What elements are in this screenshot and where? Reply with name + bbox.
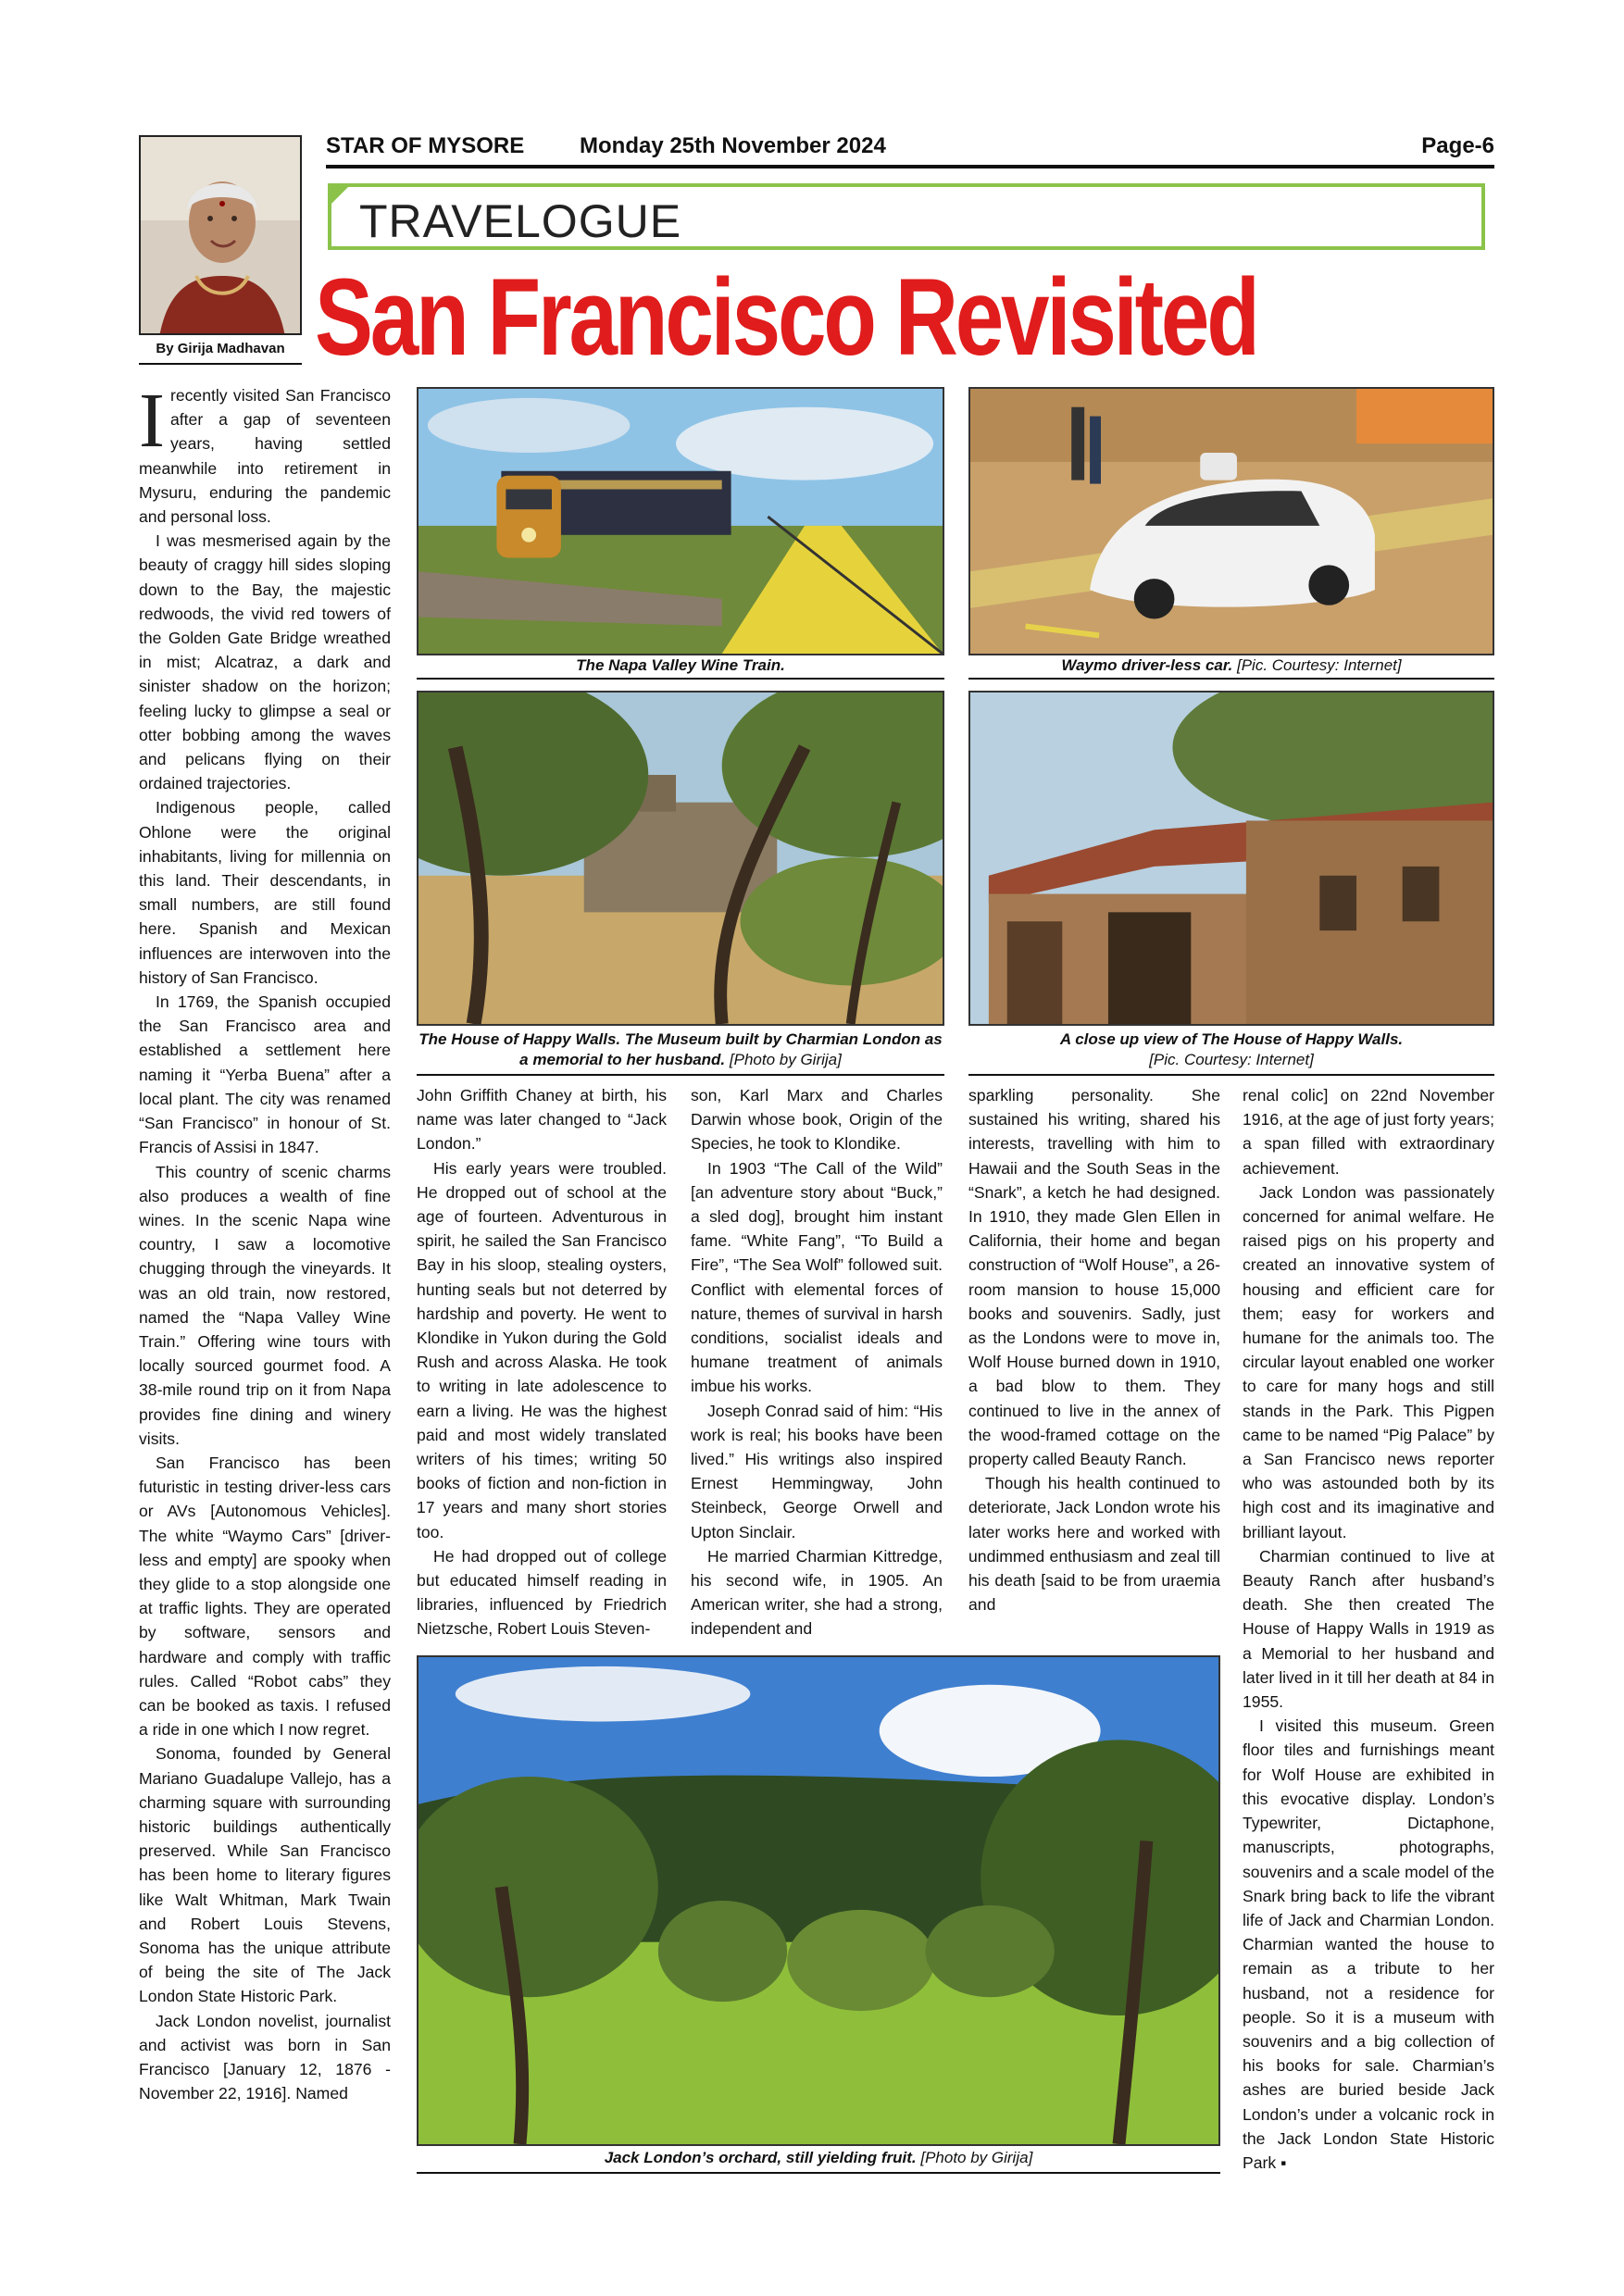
article-paragraph: Indigenous people, called Ohlone were the original inhabitants, living for millennia on this land. Their descendants, in small numbers, are still found here. Spanish and Mexican influences are interwoven into the history of San Francisco. <box>139 798 391 987</box>
caption-house-closeup-credit: [Pic. Courtesy: Internet] <box>1149 1051 1314 1068</box>
waymo-car-image <box>970 389 1493 654</box>
article-paragraph: Irecently visited San Francisco after a gap of seventeen years, having settled meanwhile into retirement in Mysuru, enduring the pandemic and personal loss. <box>139 378 391 527</box>
issue-date: Monday 25th November 2024 <box>580 133 886 158</box>
caption-orchard-text: Jack London’s orchard, still yielding fruit. <box>604 2149 917 2166</box>
article-paragraph: San Francisco has been futuristic in testing driver-less cars or AVs [Autonomous Vehicles]. The white “Waymo Cars” [driver-less and empty] are spooky when they glide to a stop alongside one at traffic lights. They are operated by software, sensors and hardware and comply with traffic rules. Called “Robot cabs” they can be booked as taxis. I refused a ride in one which I now regret. <box>139 1453 391 1740</box>
article-paragraph: I visited this museum. Green floor tiles and furnishings meant for Wolf House are exhibited in this evocative display. London’s Typewriter, Dictaphone, manuscripts, photographs, souvenirs and a scale model of the Snark bring back to life the vibrant life of Jack and Charmian London. Charmian wanted the house to remain as a tribute to her husband, not a residence for people. So it is a museum with souvenirs and a big collection of his books for sale. Charmian’s ashes are buried beside Jack London’s under a volcanic rock in the Jack London State Historic Park ▪ <box>1243 1716 1494 2172</box>
author-portrait-image <box>141 137 302 335</box>
article-paragraph: In 1903 “The Call of the Wild” [an adventure story about “Buck,” a sled dog], brought him instant fame. “White Fang”, “To Build a Fire”, “The Sea Wolf” followed suit. Conflict with elemental forces of nature, themes of survival in harsh conditions, socialist ideals and humane treatment of animals imbue his works. <box>691 1158 943 1396</box>
article-paragraph: renal colic] on 22nd November 1916, at the age of just forty years; a span filled with extraordinary achievement. <box>1243 1086 1494 1178</box>
caption-house-credit: [Photo by Girija] <box>729 1051 842 1068</box>
photo-waymo <box>968 387 1494 655</box>
author-photo <box>139 135 302 335</box>
photo-house-happy-walls <box>417 691 944 1026</box>
caption-house-closeup-text: A close up view of The House of Happy Walls. <box>1059 1030 1404 1048</box>
headline: San Francisco Revisited <box>315 256 1257 379</box>
author-byline: By Girija Madhavan <box>156 341 285 356</box>
masthead-rule <box>326 165 1494 168</box>
caption-waymo-credit: [Pic. Courtesy: Internet] <box>1237 656 1402 674</box>
article-column-3 <box>691 1083 943 1648</box>
masthead <box>326 130 1494 167</box>
house-closeup-image <box>970 693 1493 1024</box>
caption-house <box>417 1029 944 1070</box>
page-number: Page-6 <box>1421 133 1494 158</box>
article-column-2 <box>417 1083 667 1648</box>
caption-rule <box>968 678 1494 680</box>
photo-house-closeup <box>968 691 1494 1026</box>
caption-rule <box>417 2172 1220 2174</box>
caption-house-closeup <box>968 1029 1494 1070</box>
caption-orchard-credit: [Photo by Girija] <box>920 2149 1033 2166</box>
article-column-4 <box>968 1083 1220 1648</box>
article-paragraph: Though his health continued to deteriorate, Jack London wrote his later works here and worked with undimmed enthusiasm and zeal till his death [said to be from uraemia and <box>968 1474 1220 1615</box>
photo-napa-train <box>417 387 944 655</box>
caption-house-text: The House of Happy Walls. The Museum built by Charmian London as a memorial to her husband. <box>418 1030 943 1068</box>
article-paragraph: John Griffith Chaney at birth, his name was later changed to “Jack London.” <box>417 1086 667 1154</box>
napa-train-image <box>418 389 943 654</box>
section-banner <box>328 183 1485 250</box>
article-paragraph: He married Charmian Kittredge, his second wife, in 1905. An American writer, she had a strong, independent and <box>691 1546 943 1639</box>
article-paragraph: Charmian continued to live at Beauty Ranch after husband’s death. She then created The House of Happy Walls in 1919 as a Memorial to her husband and later lived in it till her death at 84 in 1955. <box>1243 1546 1494 1712</box>
article-paragraph: Sonoma, founded by General Mariano Guadalupe Vallejo, has a charming square with surrounding historic buildings authentically preserved. While San Francisco has been home to literary figures like Walt Whitman, Mark Twain and Robert Louis Stevens, Sonoma has the unique attribute of being the site of The Jack London State Historic Park. <box>139 1744 391 2006</box>
caption-waymo-text: Waymo driver-less car. <box>1061 656 1233 674</box>
caption-rule <box>417 1074 944 1076</box>
orchard-image <box>418 1657 1218 2144</box>
drop-cap: I <box>139 378 165 464</box>
article-paragraph: I was mesmerised again by the beauty of craggy hill sides sloping down to the Bay, the majestic redwoods, the vivid red towers of the Golden Gate Bridge wreathed in mist; Alcatraz, a dark and sinister shadow on the horizon; feeling lucky to glimpse a seal or otter bobbing among the waves and pelicans flying on their ordained trajectories. <box>139 531 391 793</box>
photo-orchard <box>417 1655 1220 2146</box>
article-paragraph: In 1769, the Spanish occupied the San Francisco area and established a settlement here naming it “Yerba Buena” after a local plant. The city was renamed “San Francisco” in honour of St. Francis of Assisi in 1847. <box>139 992 391 1157</box>
caption-waymo <box>968 655 1494 676</box>
caption-orchard <box>417 2148 1220 2168</box>
publication-name: STAR OF MYSORE <box>326 133 525 158</box>
caption-rule <box>968 1074 1494 1076</box>
article-paragraph: son, Karl Marx and Charles Darwin whose book, Origin of the Species, he took to Klondike. <box>691 1086 943 1154</box>
article-paragraph: Jack London novelist, journalist and activist was born in San Francisco [January 12, 1876 - November 22, 1916]. Named <box>139 2011 391 2103</box>
section-corner-mark <box>328 183 352 207</box>
caption-napa-train-text: The Napa Valley Wine Train. <box>576 656 785 674</box>
article-paragraph: This country of scenic charms also produces a wealth of fine wines. In the scenic Napa wine country, I saw a locomotive chugging through the vineyards. It was an old train, now restored, named the “Napa Valley Wine Train.” Offering wine tours with locally sourced gourmet food. A 38-mile round trip on it from Napa provides fine dining and winery visits. <box>139 1162 391 1448</box>
article-paragraph: He had dropped out of college but educated himself reading in libraries, influenced by Friedrich Nietzsche, Robert Louis Steven- <box>417 1546 667 1639</box>
article-paragraph: sparkling personality. She sustained his writing, shared his interests, travelling with him to Hawaii and the South Seas in the “Snark”, a ketch he had designed. In 1910, they made Glen Ellen in California, their home and began construction of “Wolf House”, a 26-room mansion to house 15,000 books and souvenirs. Sadly, just as the Londons were to move in, Wolf House burned down in 1910, a bad blow to them. They continued to live in the annex of the wood-framed cottage on the property called Beauty Ranch. <box>968 1086 1220 1469</box>
section-label: TRAVELOGUE <box>359 195 682 247</box>
article-paragraph: Jack London was passionately concerned for animal welfare. He raised pigs on his property and created an innovative system of housing and efficient care for them; easy for workers and humane for the animals too. The circular layout enabled one worker to care for many hogs and still stands in the Park. This Pigpen came to be named “Pig Palace” by a San Francisco news reporter who was astounded both by its high cost and its imaginative and brilliant layout. <box>1243 1182 1494 1541</box>
article-paragraph: His early years were troubled. He dropped out of school at the age of fourteen. Adventurous in spirit, he sailed the San Francisco Bay in his sloop, stealing oysters, hunting seals but not deterred by hardship and poverty. He went to Klondike in Yukon during the Gold Rush and across Alaska. He took to writing in late adolescence to earn a living. He was the highest paid and most widely translated writers of his times; writing 50 books of fiction and non-fiction in 17 years and many short stories too. <box>417 1158 667 1541</box>
byline-rule <box>139 363 302 365</box>
house-happy-walls-image <box>418 693 943 1024</box>
caption-napa-train <box>417 655 944 676</box>
article-column-5 <box>1243 1083 1494 2185</box>
article-column-1 <box>139 378 391 2179</box>
caption-rule <box>417 678 944 680</box>
article-paragraph: Joseph Conrad said of him: “His work is real; his books have been lived.” His writings also inspired Ernest Hemmingway, John Steinbeck, George Orwell and Upton Sinclair. <box>691 1401 943 1541</box>
